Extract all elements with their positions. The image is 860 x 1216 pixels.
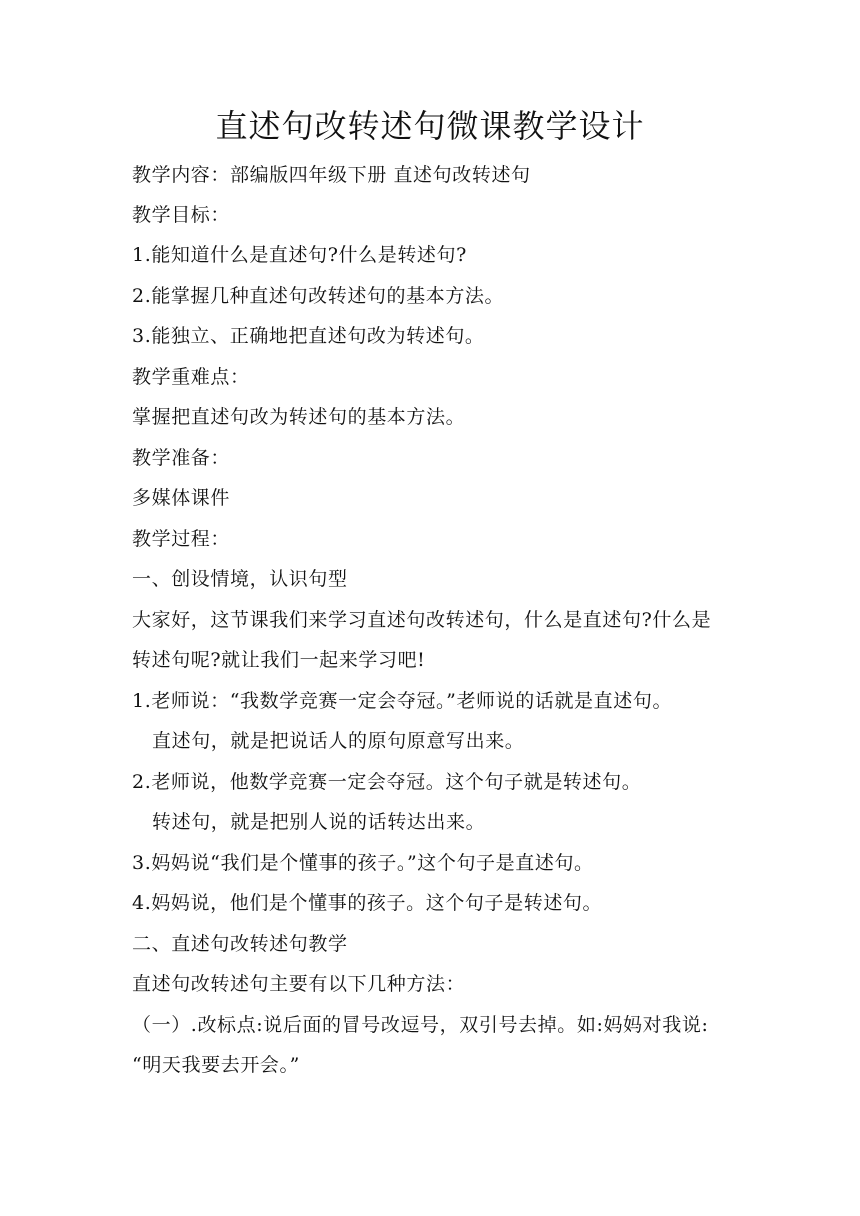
example-item-3: 3.妈妈说“我们是个懂事的孩子。”这个句子是直述句。: [132, 852, 594, 874]
section-one-heading: 一、创设情境，认识句型: [132, 568, 348, 590]
example-item-4: 4.妈妈说，他们是个懂事的孩子。这个句子是转述句。: [132, 892, 603, 914]
teaching-content-line: 教学内容：部编版四年级下册 直述句改转述句: [132, 164, 531, 186]
definition-direct: 直述句，就是把说话人的原句原意写出来。: [152, 730, 525, 752]
methods-intro: 直述句改转述句主要有以下几种方法：: [132, 973, 466, 995]
example-item-1: 1.老师说：“我数学竞赛一定会夺冠。”老师说的话就是直述句。: [132, 690, 673, 712]
intro-paragraph-line-1: 大家好，这节课我们来学习直述句改转述句，什么是直述句?什么是: [132, 609, 712, 631]
process-heading: 教学过程：: [132, 528, 231, 550]
goal-item-1: 1.能知道什么是直述句?什么是转述句?: [132, 244, 467, 266]
intro-paragraph-line-2: 转述句呢?就让我们一起来学习吧!: [132, 649, 426, 671]
document-title: 直述句改转述句微课教学设计: [215, 107, 645, 145]
goal-item-2: 2.能掌握几种直述句改转述句的基本方法。: [132, 285, 505, 307]
key-points-heading: 教学重难点：: [132, 366, 250, 388]
key-points-text: 掌握把直述句改为转述句的基本方法。: [132, 406, 466, 428]
goal-item-3: 3.能独立、正确地把直述句改为转述句。: [132, 325, 485, 347]
teaching-goals-heading: 教学目标：: [132, 204, 231, 226]
definition-indirect: 转述句，就是把别人说的话转达出来。: [152, 811, 486, 833]
method-one-line-1: （一）.改标点:说后面的冒号改逗号，双引号去掉。如:妈妈对我说:: [132, 1014, 709, 1036]
example-item-2: 2.老师说，他数学竞赛一定会夺冠。这个句子就是转述句。: [132, 771, 642, 793]
preparation-text: 多媒体课件: [132, 487, 231, 509]
section-two-heading: 二、直述句改转述句教学: [132, 933, 348, 955]
method-one-line-2: “明天我要去开会。”: [132, 1054, 300, 1076]
preparation-heading: 教学准备：: [132, 447, 231, 469]
